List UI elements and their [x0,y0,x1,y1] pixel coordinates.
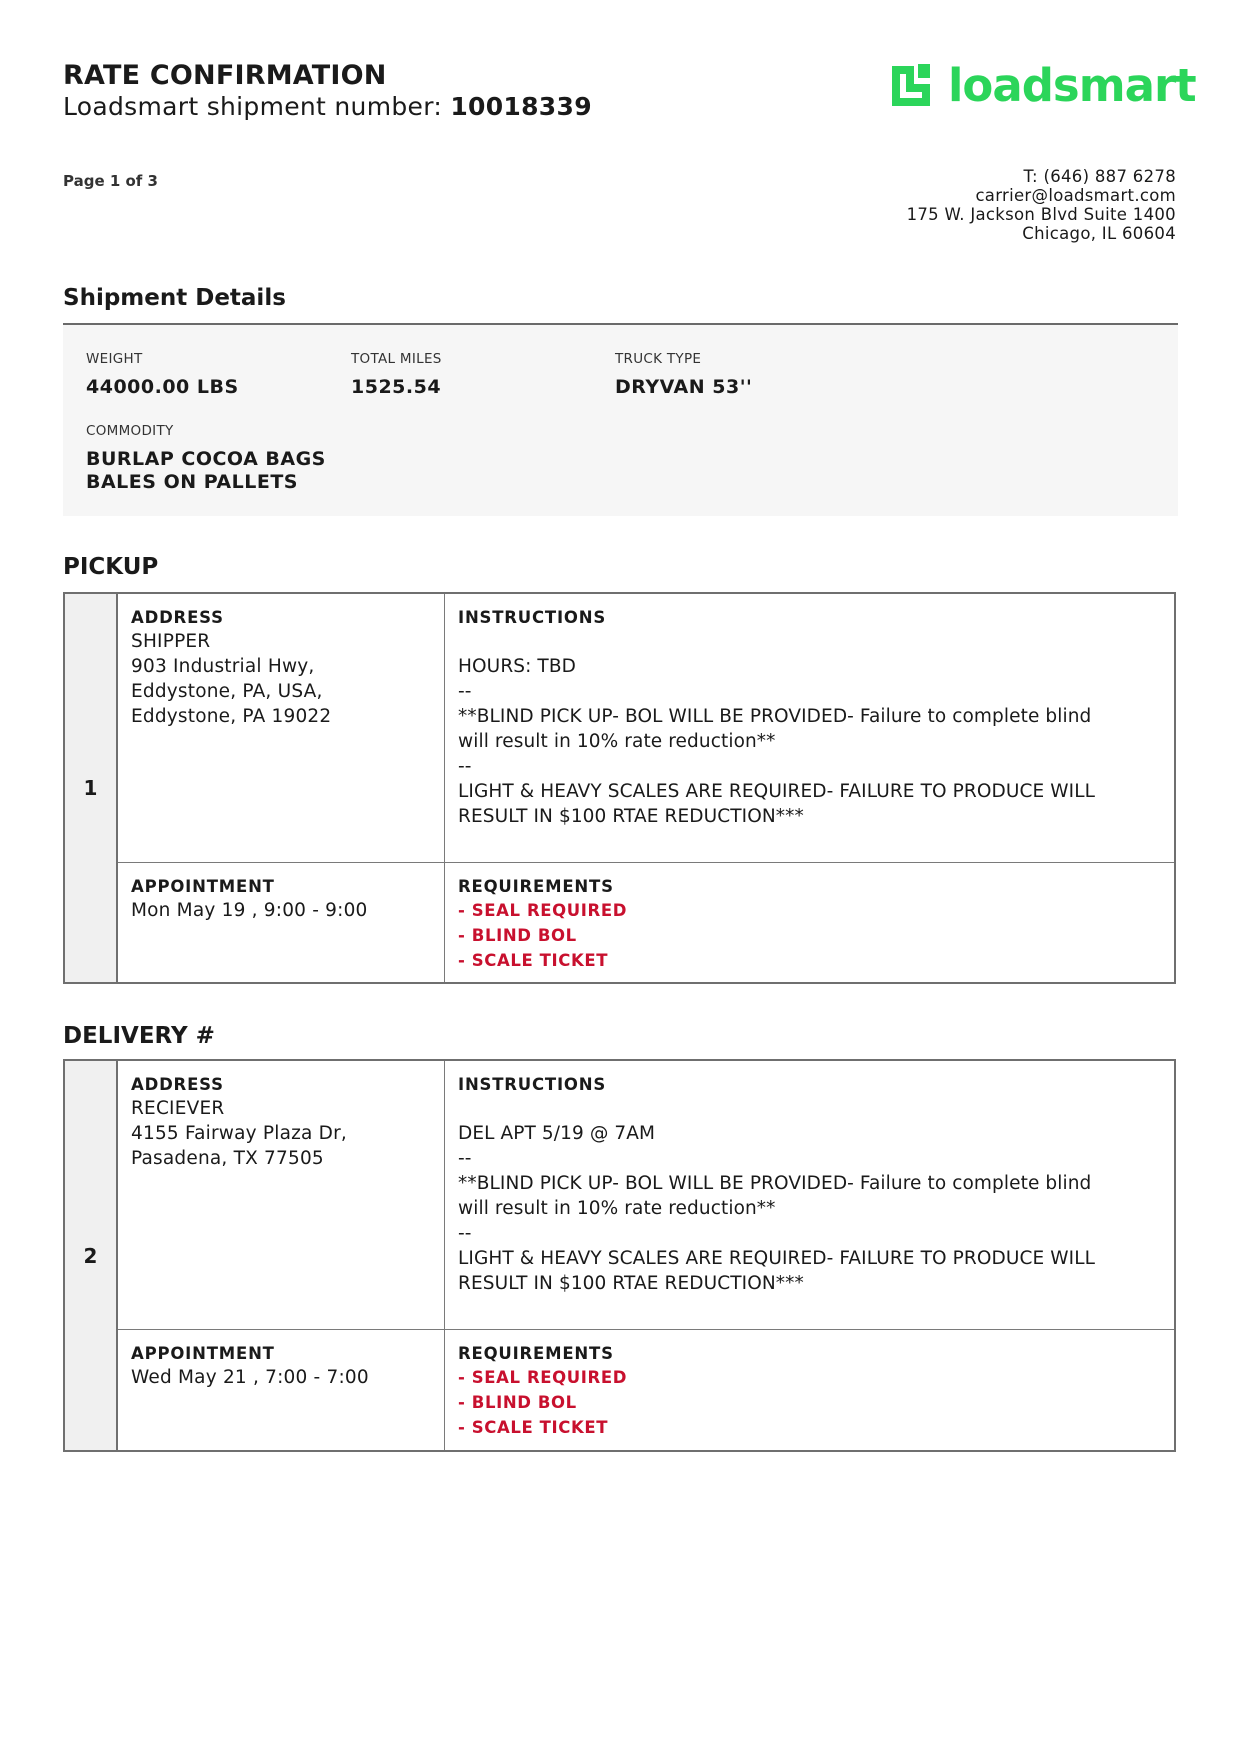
instructions-line: DEL APT 5/19 @ 7AM [458,1123,656,1144]
delivery-address-cell [118,1061,444,1329]
loadsmart-logo [886,58,1196,116]
commodity-line-2: BALES ON PALLETS [86,471,298,493]
instructions-line [458,1096,1174,1121]
requirements-heading: REQUIREMENTS [458,1344,614,1363]
truck-type-field [615,351,752,399]
instructions-line: LIGHT & HEAVY SCALES ARE REQUIRED- FAILURE TO PRODUCE WILL [458,781,1096,802]
document-header [63,60,592,122]
shipment-number-label: Loadsmart shipment number: [63,92,443,121]
requirement-item: - BLIND BOL [458,926,577,945]
requirement-item: - SCALE TICKET [458,1418,609,1437]
instructions-line: will result in 10% rate reduction** [458,1198,776,1219]
address-line: RECIEVER [131,1098,225,1119]
instructions-line: -- [458,1223,472,1244]
page-number: Page 1 of 3 [63,172,158,190]
document-title: RATE CONFIRMATION [63,60,387,91]
instructions-line: -- [458,681,472,702]
weight-label: WEIGHT [86,351,143,367]
commodity-field [86,423,326,494]
appointment-heading: APPOINTMENT [131,877,275,896]
delivery-instructions-cell [445,1061,1174,1329]
instructions-line: RESULT IN $100 RTAE REDUCTION*** [458,806,804,827]
shipment-number-line [63,92,592,122]
appointment-value: Wed May 21 , 7:00 - 7:00 [131,1367,369,1388]
instructions-line: **BLIND PICK UP- BOL WILL BE PROVIDED- Failure to complete blind [458,1173,1092,1194]
pickup-appointment-cell [118,863,444,923]
appointment-heading: APPOINTMENT [131,1344,275,1363]
appointment-value: Mon May 19 , 9:00 - 9:00 [131,900,368,921]
miles-label: TOTAL MILES [351,351,442,367]
contact-address-line-1: 175 W. Jackson Blvd Suite 1400 [906,205,1176,224]
address-line: Eddystone, PA 19022 [131,706,332,727]
pickup-instructions-cell [445,594,1174,862]
address-heading: ADDRESS [131,608,224,627]
pickup-requirements-cell [445,863,1174,973]
instructions-line: **BLIND PICK UP- BOL WILL BE PROVIDED- Failure to complete blind [458,706,1092,727]
requirement-item: - SEAL REQUIRED [458,1368,627,1387]
instructions-line: RESULT IN $100 RTAE REDUCTION*** [458,1273,804,1294]
instructions-line: will result in 10% rate reduction** [458,731,776,752]
requirement-item: - BLIND BOL [458,1393,577,1412]
commodity-label: COMMODITY [86,423,174,439]
address-heading: ADDRESS [131,1075,224,1094]
pickup-stop-table [63,592,1176,984]
shipment-details-panel [63,323,1178,516]
instructions-line: LIGHT & HEAVY SCALES ARE REQUIRED- FAILURE TO PRODUCE WILL [458,1248,1096,1269]
address-line: 903 Industrial Hwy, [131,656,315,677]
shipment-number: 10018339 [450,92,592,121]
delivery-appointment-cell [118,1330,444,1390]
contact-address-line-2: Chicago, IL 60604 [1022,224,1176,243]
delivery-requirements-cell [445,1330,1174,1440]
miles-field [351,351,442,399]
loadsmart-logo-icon [886,60,936,112]
miles-value: 1525.54 [351,376,442,398]
contact-phone: T: (646) 887 6278 [1023,167,1176,186]
delivery-title: DELIVERY # [63,1023,215,1049]
instructions-line [458,629,1174,654]
instructions-line: HOURS: TBD [458,656,576,677]
address-line: Eddystone, PA, USA, [131,681,323,702]
contact-email[interactable]: carrier@loadsmart.com [975,186,1176,205]
shipment-details-title: Shipment Details [63,285,286,311]
instructions-heading: INSTRUCTIONS [458,1075,607,1094]
requirement-item: - SEAL REQUIRED [458,901,627,920]
instructions-line: -- [458,756,472,777]
instructions-line: -- [458,1148,472,1169]
stop-index: 2 [65,1061,118,1450]
requirements-heading: REQUIREMENTS [458,877,614,896]
address-line: SHIPPER [131,631,211,652]
commodity-line-1: BURLAP COCOA BAGS [86,448,326,470]
loadsmart-wordmark: loadsmart [948,59,1196,112]
commodity-value [86,448,326,494]
instructions-heading: INSTRUCTIONS [458,608,607,627]
pickup-address-cell [118,594,444,862]
address-line: 4155 Fairway Plaza Dr, [131,1123,347,1144]
delivery-stop-table [63,1059,1176,1452]
truck-type-value: DRYVAN 53'' [615,376,753,398]
truck-type-label: TRUCK TYPE [615,351,702,367]
address-line: Pasadena, TX 77505 [131,1148,324,1169]
weight-value: 44000.00 LBS [86,376,239,398]
stop-index: 1 [65,594,118,982]
pickup-title: PICKUP [63,554,159,580]
requirement-item: - SCALE TICKET [458,951,609,970]
weight-field [86,351,239,399]
contact-block [907,167,1176,243]
